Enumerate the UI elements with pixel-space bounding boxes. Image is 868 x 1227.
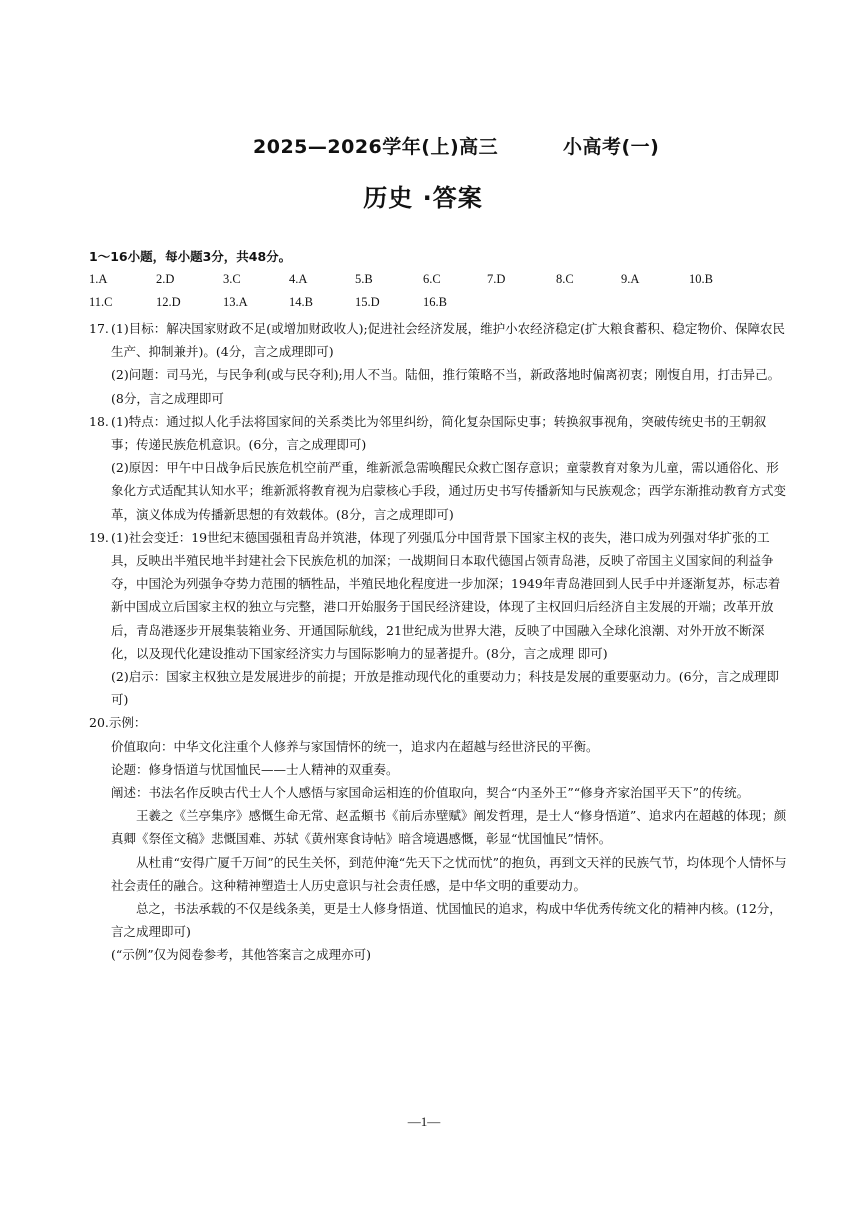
q17-part-2: (2)问题：司马光，与民争利(或与民夺利);用人不当。陆佃，推行策略不当，新政落地时偏离初衷；刚愎自用，打击异己。(8分，言之成理即可	[111, 367, 781, 406]
q20-paragraph-1: 王羲之《兰亭集序》感慨生命无常、赵孟頫书《前后赤壁赋》阐发哲理，是士人“修身悟道”、追求内在超越的体现；颜真卿《祭侄文稿》悲慨国难、苏轼《黄州寒食诗帖》暗含境遇感慨，彰显“忧国恤民”情怀。	[111, 808, 787, 847]
mcq-answer: 12.D	[156, 295, 181, 309]
subject-answer-title: 历史 ·答案	[363, 184, 483, 212]
mcq-answer: 6.C	[423, 272, 441, 286]
mcq-answer: 9.A	[621, 272, 640, 286]
question-18	[89, 410, 789, 526]
mcq-answer: 2.D	[156, 272, 175, 286]
exam-name: 小高考(一)	[563, 136, 660, 158]
question-19	[89, 526, 789, 712]
exam-year-grade: 2025—2026学年(上)高三	[253, 136, 499, 158]
mcq-answer: 11.C	[89, 295, 113, 309]
q20-argument: 阐述：书法名作反映古代士人个人感悟与家国命运相连的价值取向，契合“内圣外王”“修身齐家治国平天下”的传统。	[111, 785, 750, 801]
question-number: 18.	[89, 413, 109, 429]
mcq-answer: 7.D	[487, 272, 506, 286]
question-number: 19.	[89, 529, 109, 545]
q19-part-1: (1)社会变迁：19世纪末德国强租青岛并筑港，体现了列强瓜分中国背景下国家主权的丧失，港口成为列强对华扩张的工具，反映出半殖民地半封建社会下民族危机的加深；一战期间日本取代德国占领青岛港，反映了帝国主义国家间的利益争夺，中国沦为列强争夺势力范围的牺牲品，半殖民地化程度进一步加深；1949年青岛港回到人民手中并逐渐复苏，标志着新中国成立后国家主权的独立与完整，港口开始服务于国民经济建设，体现了主权回归后经济自主发展的开端；改革开放后，青岛港逐步开展集装箱业务、开通国际航线，21世纪成为世界大港，反映了中国融入全球化浪潮、对外开放不断深化，以及现代化建设推动下国家经济实力与国际影响力的显著提升。(8分，言之成理 即可)	[111, 529, 781, 661]
q19-part-2: (2)启示：国家主权独立是发展进步的前提；开放是推动现代化的重要动力；科技是发展的重要驱动力。(6分，言之成理即可)	[111, 669, 780, 708]
q20-paragraph-3: 总之，书法承载的不仅是线条美，更是士人修身悟道、忧国恤民的追求，构成中华优秀传统文化的精神内核。(12分，言之成理即可)	[111, 901, 782, 940]
mcq-answer: 1.A	[89, 272, 108, 286]
mcq-answer: 16.B	[423, 295, 447, 309]
question-20	[89, 711, 789, 966]
q18-part-2: (2)原因：甲午中日战争后民族危机空前严重，维新派急需唤醒民众救亡图存意识；童蒙教育对象为儿童，需以通俗化、形象化方式适配其认知水平；维新派将教育视为启蒙核心手段，通过历史书写传播新知与民族观念；西学东渐推动教育方式变革，演义体成为传播新思想的有效载体。(8分，言之成理即可)	[111, 460, 787, 522]
q20-value: 价值取向：中华文化注重个人修养与家国情怀的统一，追求内在超越与经世济民的平衡。	[111, 738, 599, 754]
q20-heading	[89, 711, 789, 734]
mcq-answer: 10.B	[689, 272, 713, 286]
mcq-answer: 4.A	[289, 272, 308, 286]
mcq-answer: 15.D	[355, 295, 380, 309]
mcq-answer: 14.B	[289, 295, 313, 309]
mcq-answer: 8.C	[556, 272, 574, 286]
question-number: 17.	[89, 321, 109, 336]
mcq-answer: 5.B	[355, 272, 373, 286]
mcq-heading: 1～16小题，每小题3分，共48分。	[89, 249, 292, 264]
answer-content	[89, 317, 789, 967]
page-number: —1—	[407, 1114, 441, 1129]
question-number: 20.	[89, 715, 109, 731]
mcq-answer: 3.C	[223, 272, 241, 286]
q20-note: (“示例”仅为阅卷参考，其他答案言之成理亦可)	[111, 947, 372, 963]
mcq-answer: 13.A	[223, 295, 248, 309]
q18-part-1: (1)特点：通过拟人化手法将国家间的关系类比为邻里纠纷，简化复杂国际史事；转换叙事视角，突破传统史书的王朝叙事；传递民族危机意识。(6分，言之成理即可)	[111, 413, 767, 453]
q17-part-1: (1)目标：解决国家财政不足(或增加财政收人);促进社会经济发展，维护小农经济稳定(扩大粮食蓄积、稳定物价、保障农民生产、抑制兼并)。(4分，言之成理即可)	[111, 321, 786, 360]
q20-thesis: 论题：修身悟道与忧国恤民——士人精神的双重奏。	[111, 761, 399, 777]
q20-example-label: 示例：	[108, 715, 147, 731]
q20-paragraph-2: 从杜甫“安得广厦千万间”的民生关怀，到范仲淹“先天下之忧而忧”的抱负，再到文天祥的民族气节，均体现个人情怀与社会责任的融合。这种精神塑造士人历史意识与社会责任感，是中华文明的重要动力。	[111, 854, 787, 893]
question-17	[89, 317, 789, 410]
